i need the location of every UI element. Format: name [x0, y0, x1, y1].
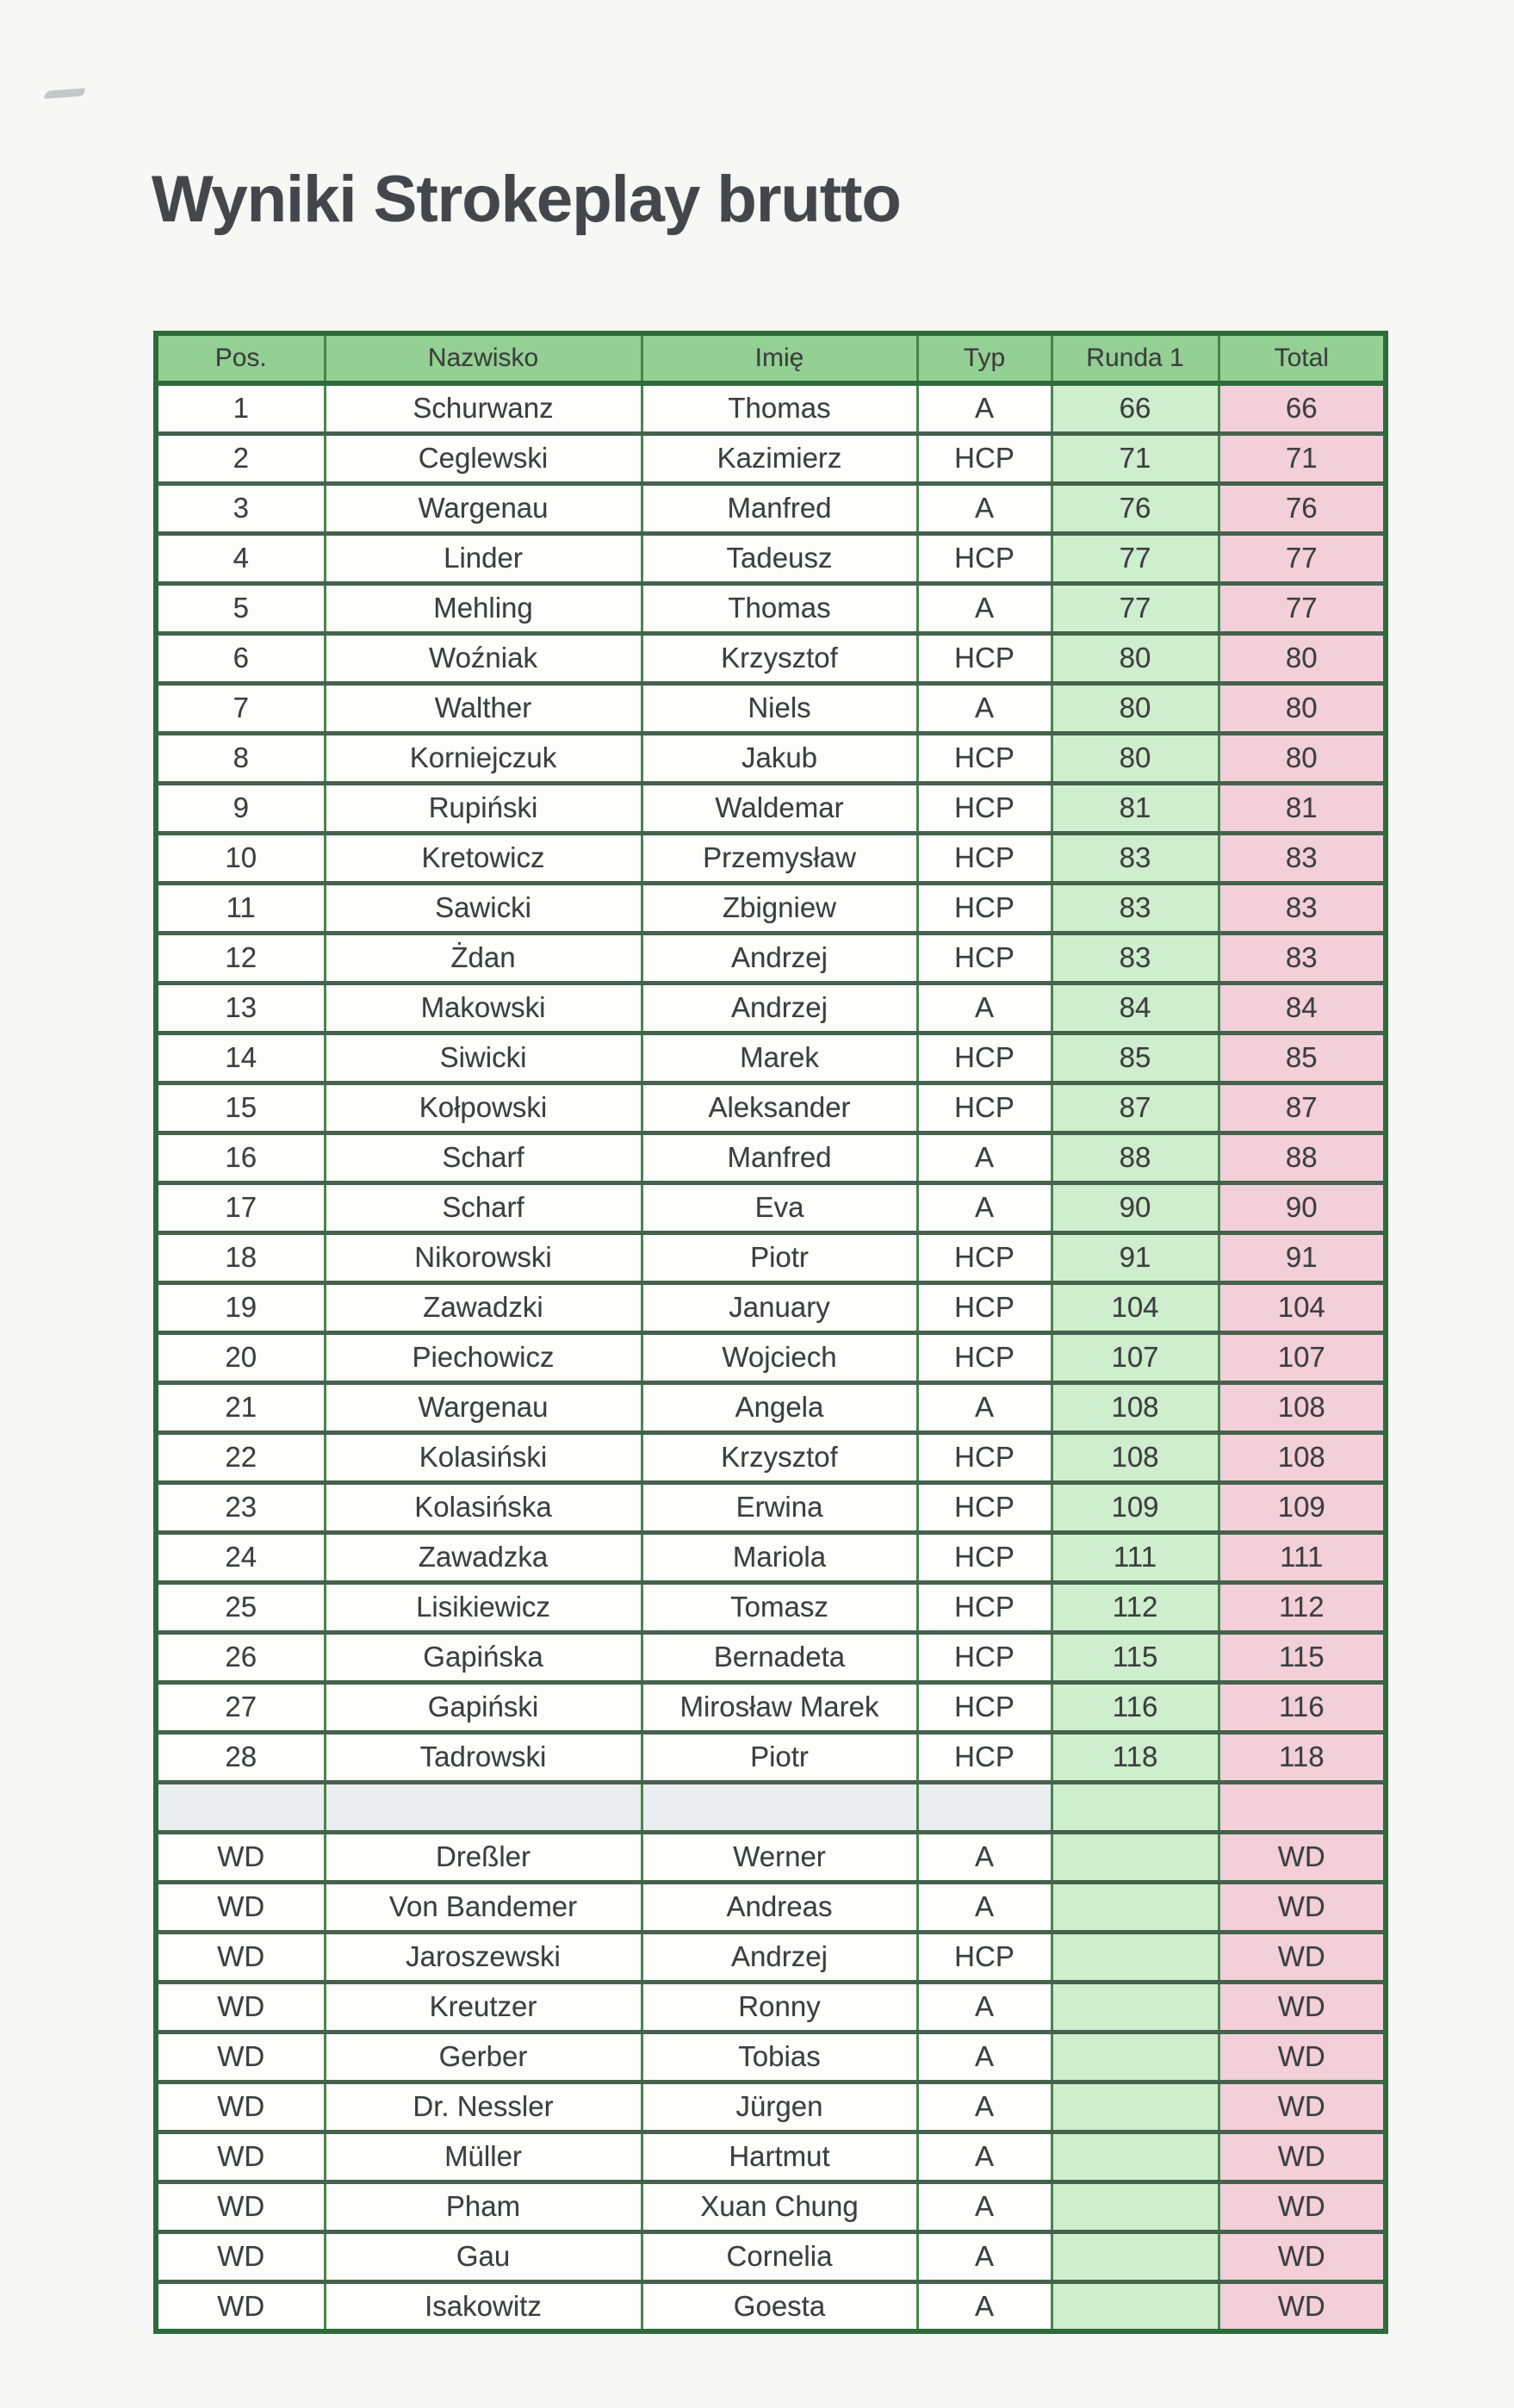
cell-total: 77 [1219, 583, 1386, 633]
cell-pos: 14 [156, 1033, 325, 1083]
cell-nazwisko: Kołpowski [325, 1083, 642, 1133]
cell-pos: 12 [156, 933, 325, 983]
cell-runda1: 115 [1052, 1632, 1219, 1682]
cell-typ: HCP [917, 933, 1052, 983]
table-row [156, 1932, 1386, 1982]
results-table-body [156, 383, 1386, 2331]
column-header-typ: Typ [917, 333, 1052, 383]
cell-total: WD [1219, 1982, 1386, 2032]
table-row [156, 1882, 1386, 1932]
cell-typ: HCP [917, 533, 1052, 583]
cell-typ: A [917, 1882, 1052, 1932]
cell-total: 111 [1219, 1532, 1386, 1582]
table-row [156, 1532, 1386, 1582]
cell-runda1: 91 [1052, 1232, 1219, 1282]
table-row [156, 1732, 1386, 1782]
cell-runda1: 90 [1052, 1182, 1219, 1232]
table-row [156, 783, 1386, 833]
cell-typ: HCP [917, 733, 1052, 783]
cell-typ: HCP [917, 1532, 1052, 1582]
cell-typ: A [917, 2181, 1052, 2231]
cell-typ: HCP [917, 1033, 1052, 1083]
cell-nazwisko: Scharf [325, 1133, 642, 1182]
cell-imie: Jakub [642, 733, 917, 783]
cell-imie: Waldemar [642, 783, 917, 833]
cell-runda1: 118 [1052, 1732, 1219, 1782]
cell-total: 104 [1219, 1282, 1386, 1332]
cell-runda1 [1052, 2231, 1219, 2281]
table-row [156, 1133, 1386, 1182]
cell-total: 87 [1219, 1083, 1386, 1133]
table-row [156, 833, 1386, 883]
cell-nazwisko: Scharf [325, 1182, 642, 1232]
cell-imie: Tadeusz [642, 533, 917, 583]
table-row [156, 483, 1386, 533]
cell-nazwisko: Pham [325, 2181, 642, 2231]
cell-typ: HCP [917, 883, 1052, 933]
cell-pos: WD [156, 2281, 325, 2331]
cell-nazwisko: Dreßler [325, 1832, 642, 1882]
spacer-row [156, 1782, 1386, 1832]
cell-typ: HCP [917, 783, 1052, 833]
cell-imie: Andreas [642, 1882, 917, 1932]
cell-nazwisko: Gapiński [325, 1682, 642, 1732]
cell-imie: Tobias [642, 2032, 917, 2082]
cell-typ: A [917, 1982, 1052, 2032]
cell-runda1: 84 [1052, 983, 1219, 1033]
cell-pos: 26 [156, 1632, 325, 1682]
cell-nazwisko: Lisikiewicz [325, 1582, 642, 1632]
cell-imie: Tomasz [642, 1582, 917, 1632]
cell-pos: 27 [156, 1682, 325, 1732]
page-title: Wyniki Strokeplay brutto [152, 163, 901, 236]
table-row [156, 1182, 1386, 1232]
cell-nazwisko: Gerber [325, 2032, 642, 2082]
cell-imie: Cornelia [642, 2231, 917, 2281]
table-row [156, 1332, 1386, 1382]
cell-runda1 [1052, 2281, 1219, 2331]
cell-total: 77 [1219, 533, 1386, 583]
cell-imie: Piotr [642, 1232, 917, 1282]
cell-runda1: 83 [1052, 933, 1219, 983]
cell-imie: Zbigniew [642, 883, 917, 933]
cell-runda1: 108 [1052, 1382, 1219, 1432]
cell-runda1: 116 [1052, 1682, 1219, 1732]
cell-runda1: 83 [1052, 833, 1219, 883]
cell-nazwisko: Gau [325, 2231, 642, 2281]
column-header-runda1: Runda 1 [1052, 333, 1219, 383]
cell-nazwisko: Mehling [325, 583, 642, 633]
table-row [156, 2281, 1386, 2331]
cell-pos: WD [156, 1982, 325, 2032]
cell-runda1 [1052, 2082, 1219, 2132]
cell-typ: A [917, 683, 1052, 733]
table-row [156, 1982, 1386, 2032]
cell-pos: WD [156, 2231, 325, 2281]
cell-nazwisko: Dr. Nessler [325, 2082, 642, 2132]
cell-nazwisko: Kolasińska [325, 1482, 642, 1532]
cell-typ: A [917, 2231, 1052, 2281]
cell-runda1: 80 [1052, 733, 1219, 783]
cell-typ: A [917, 2281, 1052, 2331]
cell-total: 80 [1219, 733, 1386, 783]
cell-imie: Andrzej [642, 983, 917, 1033]
cell-typ: HCP [917, 633, 1052, 683]
cell-imie: Angela [642, 1382, 917, 1432]
cell-nazwisko: Kolasiński [325, 1432, 642, 1482]
cell-nazwisko: Isakowitz [325, 2281, 642, 2331]
cell-typ: A [917, 983, 1052, 1033]
table-row [156, 433, 1386, 483]
cell-total: 81 [1219, 783, 1386, 833]
cell-imie: Hartmut [642, 2132, 917, 2181]
column-header-pos: Pos. [156, 333, 325, 383]
cell-imie: Ronny [642, 1982, 917, 2032]
table-row [156, 583, 1386, 633]
cell-typ: A [917, 1133, 1052, 1182]
cell-total: 76 [1219, 483, 1386, 533]
cell-pos: 5 [156, 583, 325, 633]
cell-nazwisko: Von Bandemer [325, 1882, 642, 1932]
cell-imie: Bernadeta [642, 1632, 917, 1682]
cell-nazwisko [325, 1782, 642, 1832]
cell-typ: A [917, 2032, 1052, 2082]
table-row [156, 1582, 1386, 1632]
cell-pos: 20 [156, 1332, 325, 1382]
cell-pos: 6 [156, 633, 325, 683]
cell-total: 80 [1219, 683, 1386, 733]
cell-imie [642, 1782, 917, 1832]
cell-pos: 13 [156, 983, 325, 1033]
cell-nazwisko: Wargenau [325, 1382, 642, 1432]
cell-pos: 10 [156, 833, 325, 883]
cell-pos: 2 [156, 433, 325, 483]
cell-imie: Manfred [642, 483, 917, 533]
cell-runda1 [1052, 1982, 1219, 2032]
table-row [156, 2032, 1386, 2082]
cell-pos: 15 [156, 1083, 325, 1133]
cell-runda1 [1052, 1932, 1219, 1982]
cell-total: WD [1219, 1832, 1386, 1882]
cell-typ: A [917, 2082, 1052, 2132]
cell-runda1: 77 [1052, 583, 1219, 633]
cell-imie: January [642, 1282, 917, 1332]
cell-total: WD [1219, 2032, 1386, 2082]
cell-typ: A [917, 2132, 1052, 2181]
column-header-nazwisko: Nazwisko [325, 333, 642, 383]
table-row [156, 1832, 1386, 1882]
cell-imie: Xuan Chung [642, 2181, 917, 2231]
cell-runda1: 111 [1052, 1532, 1219, 1582]
cell-imie: Niels [642, 683, 917, 733]
cell-typ: HCP [917, 1482, 1052, 1532]
cell-typ: A [917, 583, 1052, 633]
cell-nazwisko: Nikorowski [325, 1232, 642, 1282]
cell-total: WD [1219, 2231, 1386, 2281]
cell-nazwisko: Wargenau [325, 483, 642, 533]
cell-nazwisko: Zawadzki [325, 1282, 642, 1332]
cell-pos [156, 1782, 325, 1832]
table-row [156, 733, 1386, 783]
cell-total: 88 [1219, 1133, 1386, 1182]
cell-pos: WD [156, 1832, 325, 1882]
cell-imie: Aleksander [642, 1083, 917, 1133]
table-row [156, 983, 1386, 1033]
cell-typ: A [917, 383, 1052, 433]
cell-nazwisko: Sawicki [325, 883, 642, 933]
cell-pos: 17 [156, 1182, 325, 1232]
cell-runda1: 76 [1052, 483, 1219, 533]
cell-pos: WD [156, 2082, 325, 2132]
cell-runda1: 87 [1052, 1083, 1219, 1133]
table-row [156, 933, 1386, 983]
table-row [156, 2181, 1386, 2231]
cell-typ: HCP [917, 1282, 1052, 1332]
cell-runda1: 108 [1052, 1432, 1219, 1482]
column-header-total: Total [1219, 333, 1386, 383]
cell-total: WD [1219, 1882, 1386, 1932]
cell-runda1 [1052, 2132, 1219, 2181]
cell-runda1 [1052, 1882, 1219, 1932]
cell-imie: Thomas [642, 383, 917, 433]
results-table-head [156, 333, 1386, 383]
cell-runda1 [1052, 2032, 1219, 2082]
cell-imie: Krzysztof [642, 1432, 917, 1482]
cell-total: 108 [1219, 1382, 1386, 1432]
cell-pos: 3 [156, 483, 325, 533]
table-row [156, 1432, 1386, 1482]
cell-pos: 16 [156, 1133, 325, 1182]
table-row [156, 633, 1386, 683]
cell-pos: 4 [156, 533, 325, 583]
cell-total: 116 [1219, 1682, 1386, 1732]
cell-imie: Erwina [642, 1482, 917, 1532]
cell-pos: 7 [156, 683, 325, 733]
cell-total: WD [1219, 2132, 1386, 2181]
cell-imie: Mariola [642, 1532, 917, 1582]
cell-runda1: 77 [1052, 533, 1219, 583]
cell-pos: 18 [156, 1232, 325, 1282]
cell-pos: WD [156, 2032, 325, 2082]
table-row [156, 1482, 1386, 1532]
cell-typ: HCP [917, 1932, 1052, 1982]
cell-imie: Andrzej [642, 1932, 917, 1982]
cell-pos: 24 [156, 1532, 325, 1582]
table-row [156, 383, 1386, 433]
table-row [156, 1232, 1386, 1282]
cell-total: 118 [1219, 1732, 1386, 1782]
cell-imie: Przemysław [642, 833, 917, 883]
cell-imie: Eva [642, 1182, 917, 1232]
cell-runda1: 104 [1052, 1282, 1219, 1332]
cell-typ: HCP [917, 1332, 1052, 1382]
cell-typ: HCP [917, 1232, 1052, 1282]
column-header-imie: Imię [642, 333, 917, 383]
table-row [156, 2082, 1386, 2132]
cell-total: 80 [1219, 633, 1386, 683]
cell-typ: A [917, 1382, 1052, 1432]
cell-typ [917, 1782, 1052, 1832]
cell-nazwisko: Siwicki [325, 1033, 642, 1083]
cell-nazwisko: Kretowicz [325, 833, 642, 883]
cell-nazwisko: Müller [325, 2132, 642, 2181]
table-row [156, 1033, 1386, 1083]
cell-runda1: 88 [1052, 1133, 1219, 1182]
table-row [156, 1682, 1386, 1732]
cell-pos: 8 [156, 733, 325, 783]
cell-total: WD [1219, 2181, 1386, 2231]
cell-nazwisko: Rupiński [325, 783, 642, 833]
table-row [156, 1083, 1386, 1133]
cell-runda1: 66 [1052, 383, 1219, 433]
cell-runda1: 109 [1052, 1482, 1219, 1532]
cell-total: 83 [1219, 933, 1386, 983]
cell-pos: 23 [156, 1482, 325, 1532]
cell-total: 112 [1219, 1582, 1386, 1632]
cell-typ: A [917, 1832, 1052, 1882]
cell-runda1 [1052, 2181, 1219, 2231]
cell-imie: Kazimierz [642, 433, 917, 483]
cell-typ: HCP [917, 1632, 1052, 1682]
cell-pos: WD [156, 1932, 325, 1982]
table-row [156, 1632, 1386, 1682]
cell-nazwisko: Woźniak [325, 633, 642, 683]
cell-runda1: 71 [1052, 433, 1219, 483]
cell-pos: 25 [156, 1582, 325, 1632]
table-row [156, 1282, 1386, 1332]
cell-typ: HCP [917, 1432, 1052, 1482]
cell-pos: 22 [156, 1432, 325, 1482]
cell-total: WD [1219, 1932, 1386, 1982]
cell-total [1219, 1782, 1386, 1832]
cell-nazwisko: Korniejczuk [325, 733, 642, 783]
cell-nazwisko: Walther [325, 683, 642, 733]
cell-runda1 [1052, 1832, 1219, 1882]
cell-total: WD [1219, 2281, 1386, 2331]
cell-nazwisko: Jaroszewski [325, 1932, 642, 1982]
cell-typ: A [917, 483, 1052, 533]
cell-imie: Andrzej [642, 933, 917, 983]
cell-total: 85 [1219, 1033, 1386, 1083]
cell-runda1: 112 [1052, 1582, 1219, 1632]
cell-total: 83 [1219, 833, 1386, 883]
cell-total: 83 [1219, 883, 1386, 933]
cell-runda1: 85 [1052, 1033, 1219, 1083]
cell-imie: Thomas [642, 583, 917, 633]
cell-pos: 9 [156, 783, 325, 833]
cell-nazwisko: Żdan [325, 933, 642, 983]
cell-pos: 11 [156, 883, 325, 933]
cell-runda1 [1052, 1782, 1219, 1832]
cell-runda1: 83 [1052, 883, 1219, 933]
cell-imie: Mirosław Marek [642, 1682, 917, 1732]
table-row [156, 2231, 1386, 2281]
cell-imie: Marek [642, 1033, 917, 1083]
cell-nazwisko: Schurwanz [325, 383, 642, 433]
cell-nazwisko: Linder [325, 533, 642, 583]
table-row [156, 683, 1386, 733]
cell-total: WD [1219, 2082, 1386, 2132]
cell-pos: 19 [156, 1282, 325, 1332]
cell-pos: 21 [156, 1382, 325, 1432]
cell-total: 90 [1219, 1182, 1386, 1232]
table-row [156, 883, 1386, 933]
cell-nazwisko: Gapińska [325, 1632, 642, 1682]
cell-total: 84 [1219, 983, 1386, 1033]
cell-pos: 28 [156, 1732, 325, 1782]
scan-smudge-artifact [44, 88, 86, 98]
cell-total: 66 [1219, 383, 1386, 433]
cell-runda1: 80 [1052, 683, 1219, 733]
cell-nazwisko: Makowski [325, 983, 642, 1033]
cell-runda1: 107 [1052, 1332, 1219, 1382]
table-row [156, 2132, 1386, 2181]
cell-pos: 1 [156, 383, 325, 433]
header-row [156, 333, 1386, 383]
cell-nazwisko: Tadrowski [325, 1732, 642, 1782]
cell-imie: Goesta [642, 2281, 917, 2331]
cell-nazwisko: Ceglewski [325, 433, 642, 483]
cell-total: 91 [1219, 1232, 1386, 1282]
cell-typ: HCP [917, 833, 1052, 883]
cell-imie: Werner [642, 1832, 917, 1882]
cell-runda1: 80 [1052, 633, 1219, 683]
cell-nazwisko: Kreutzer [325, 1982, 642, 2032]
cell-total: 71 [1219, 433, 1386, 483]
cell-nazwisko: Zawadzka [325, 1532, 642, 1582]
cell-typ: HCP [917, 433, 1052, 483]
table-row [156, 1382, 1386, 1432]
results-table [153, 331, 1388, 2334]
cell-nazwisko: Piechowicz [325, 1332, 642, 1382]
cell-imie: Piotr [642, 1732, 917, 1782]
cell-typ: A [917, 1182, 1052, 1232]
cell-imie: Manfred [642, 1133, 917, 1182]
cell-typ: HCP [917, 1083, 1052, 1133]
table-row [156, 533, 1386, 583]
cell-total: 107 [1219, 1332, 1386, 1382]
cell-typ: HCP [917, 1682, 1052, 1732]
cell-typ: HCP [917, 1582, 1052, 1632]
cell-imie: Jürgen [642, 2082, 917, 2132]
cell-pos: WD [156, 2181, 325, 2231]
cell-total: 108 [1219, 1432, 1386, 1482]
cell-total: 109 [1219, 1482, 1386, 1532]
cell-pos: WD [156, 2132, 325, 2181]
cell-imie: Wojciech [642, 1332, 917, 1382]
cell-total: 115 [1219, 1632, 1386, 1682]
cell-typ: HCP [917, 1732, 1052, 1782]
cell-imie: Krzysztof [642, 633, 917, 683]
cell-pos: WD [156, 1882, 325, 1932]
cell-runda1: 81 [1052, 783, 1219, 833]
